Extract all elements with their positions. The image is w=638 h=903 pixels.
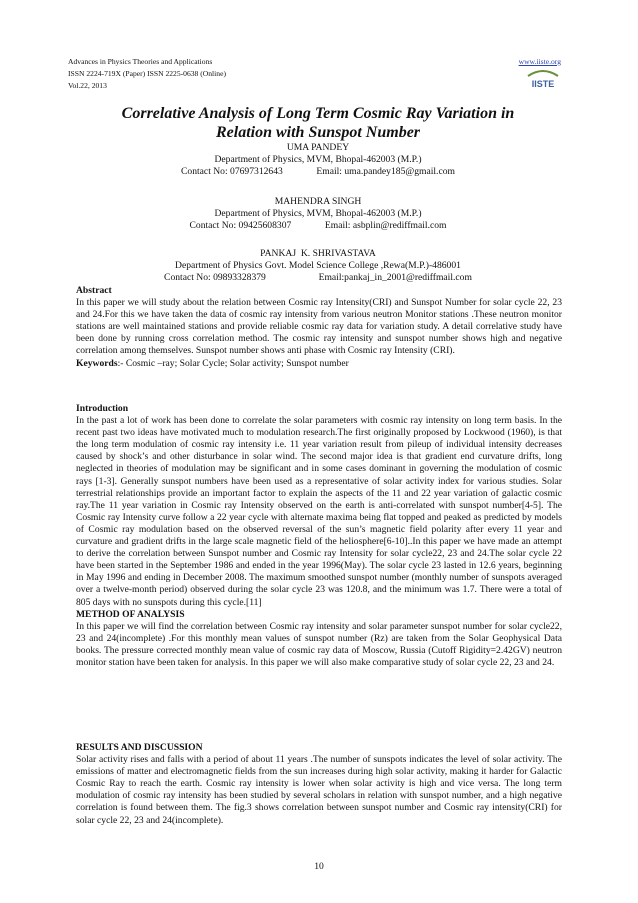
author-block-1 — [68, 142, 568, 178]
author-contact: Contact No: 07697312643 Email: uma.pandey185@gmail.com — [181, 166, 455, 177]
logo-text: IISTE — [531, 79, 555, 89]
issn: ISSN 2224-719X (Paper) ISSN 2225-0638 (Online) — [68, 69, 226, 78]
author-name: PANKAJ K. SHRIVASTAVA — [260, 248, 376, 259]
author-contact: Contact No: 09425608307 Email: asbplin@rediffmail.com — [189, 220, 447, 231]
keywords — [76, 358, 562, 370]
results-section — [76, 742, 562, 827]
paper-title — [68, 104, 568, 142]
title-line-2: Relation with Sunspot Number — [215, 124, 421, 141]
keywords-text: :- Cosmic –ray; Solar Cycle; Solar activity; Sunspot number — [117, 357, 349, 369]
journal-url-link[interactable]: www.iiste.org — [518, 57, 561, 66]
author-block-3 — [68, 248, 568, 284]
author-dept: Department of Physics, MVM, Bhopal-462003 (M.P.) — [214, 154, 422, 165]
author-dept: Department of Physics Govt. Model Science College ,Rewa(M.P.)-486001 — [175, 260, 461, 271]
results-text: Solar activity rises and falls with a period of about 11 years .The number of sunspots indicates the level of solar activity. The emissions of matter and electromagnetic fields from the sun increases during high solar activity, making it harder for Galactic Cosmic Ray to reach the earth. Cosmic ray intensity is lower when solar activity is high and vice versa. The long term modulation of cosmic ray intensity has been studied by several scholars in relation with sunspot number, and a high negative correlation is found between them. The fig.3 shows correlation between sunspot number and Cosmic ray intensity(CRI) for solar cycle 22, 23 and 24(incomplete). — [76, 754, 562, 826]
intro-text: In the past a lot of work has been done to correlate the solar parameters with cosmic ray intensity on long term basis. In the recent past two ideas have motivated much to modulation research.The first originally proposed by Lockwood (1960), is that the long term modulation of cosmic ray intensity i.e. 11 year variation result from pileup of individual intensity decreases caused by shock’s and other disturbance in solar wind. The second major idea is that gradient end curvature drifts, long neglected in theories of modulation may be significant and in some cases dominant in governing the modulation of cosmic rays [1-3]. Generally sunspot numbers have been used as a representative of solar activity index for various studies. Solar terrestrial relationships provide an important factor to explain the aspects of the 11 and 22 year variation of galactic cosmic ray.The 11 year variation in Cosmic ray Intensity observed on the earth is anti-correlated with sunspot number[4-5]. The Cosmic ray Intensity curve follow a 22 year cycle with alternate maxima being flat topped and peaked as predicted by models of Cosmic ray modulation based on the observed reversal of the sun’s magnetic field polarity after every 11 year and curvature and gradient drifts in the large scale magnetic field of the heliosphere[6-10]..In this paper we have made an attempt to derive the correlation between Sunspot number and Cosmic ray Intensity for solar cycle22, 23 and 24.The solar cycle 22 have been started in the September 1986 and ended in the year 1996(May). The solar cycle 23 lasted in 12.6 years, beginning in May 1996 and ending in December 2008. The maximum smoothed sunspot number (monthly number of sunspots averaged over a twelve-month period) observed during the solar cycle 23 was 120.8, and the minimum was 1.7. There were a total of 805 days with no sunspots during this cycle.[11] — [76, 415, 562, 608]
keywords-label: Keywords — [76, 357, 118, 369]
introduction-section — [76, 403, 562, 669]
iiste-logo — [524, 66, 562, 90]
page-number: 10 — [314, 861, 324, 872]
method-heading: METHOD OF ANALYSIS — [76, 608, 185, 620]
abstract-section — [76, 285, 562, 370]
author-block-2 — [68, 196, 568, 232]
results-heading: RESULTS AND DISCUSSION — [76, 742, 203, 753]
author-dept: Department of Physics, MVM, Bhopal-462003 (M.P.) — [214, 208, 422, 219]
abstract-heading: Abstract — [76, 285, 112, 296]
author-name: UMA PANDEY — [286, 142, 350, 153]
title-line-1: Correlative Analysis of Long Term Cosmic Ray Variation in — [121, 105, 515, 122]
journal-name: Advances in Physics Theories and Applications — [68, 57, 213, 66]
author-contact: Contact No: 09893328379 Email:pankaj_in_2001@rediffmail.com — [164, 272, 472, 283]
intro-heading: Introduction — [76, 403, 129, 414]
author-name: MAHENDRA SINGH — [274, 196, 362, 207]
abstract-text: In this paper we will study about the relation between Cosmic ray Intensity(CRI) and Sunspot Number for solar cycle 22, 23 and 24.For this we have taken the data of cosmic ray intensity from various neutron Monitor stations .These neutron monitor stations are well maintained stations and provide reliable cosmic ray data for variation study. A detail correlative study have been done by running cross correlation method. The cosmic ray intensity and sunspot number shows high and negative correlation among themselves. Sunspot number shows anti phase with Cosmic ray Intensity (CRI). — [76, 297, 562, 357]
volume: Vol.22, 2013 — [68, 81, 107, 90]
method-text: In this paper we will find the correlation between Cosmic ray intensity and solar parameter sunspot number for solar cycle22, 23 and 24(incomplete) .For this monthly mean values of sunspot number (Rz) are taken from the Solar Geophysical Data books. The pressure corrected monthly mean value of cosmic ray data of Moscow, Russia (Cutoff Rigidity=2.42GV) neutron monitor station have been taken for analysis. In this paper we will also make comparative study of solar cycle 22, 23 and 24. — [76, 620, 562, 668]
